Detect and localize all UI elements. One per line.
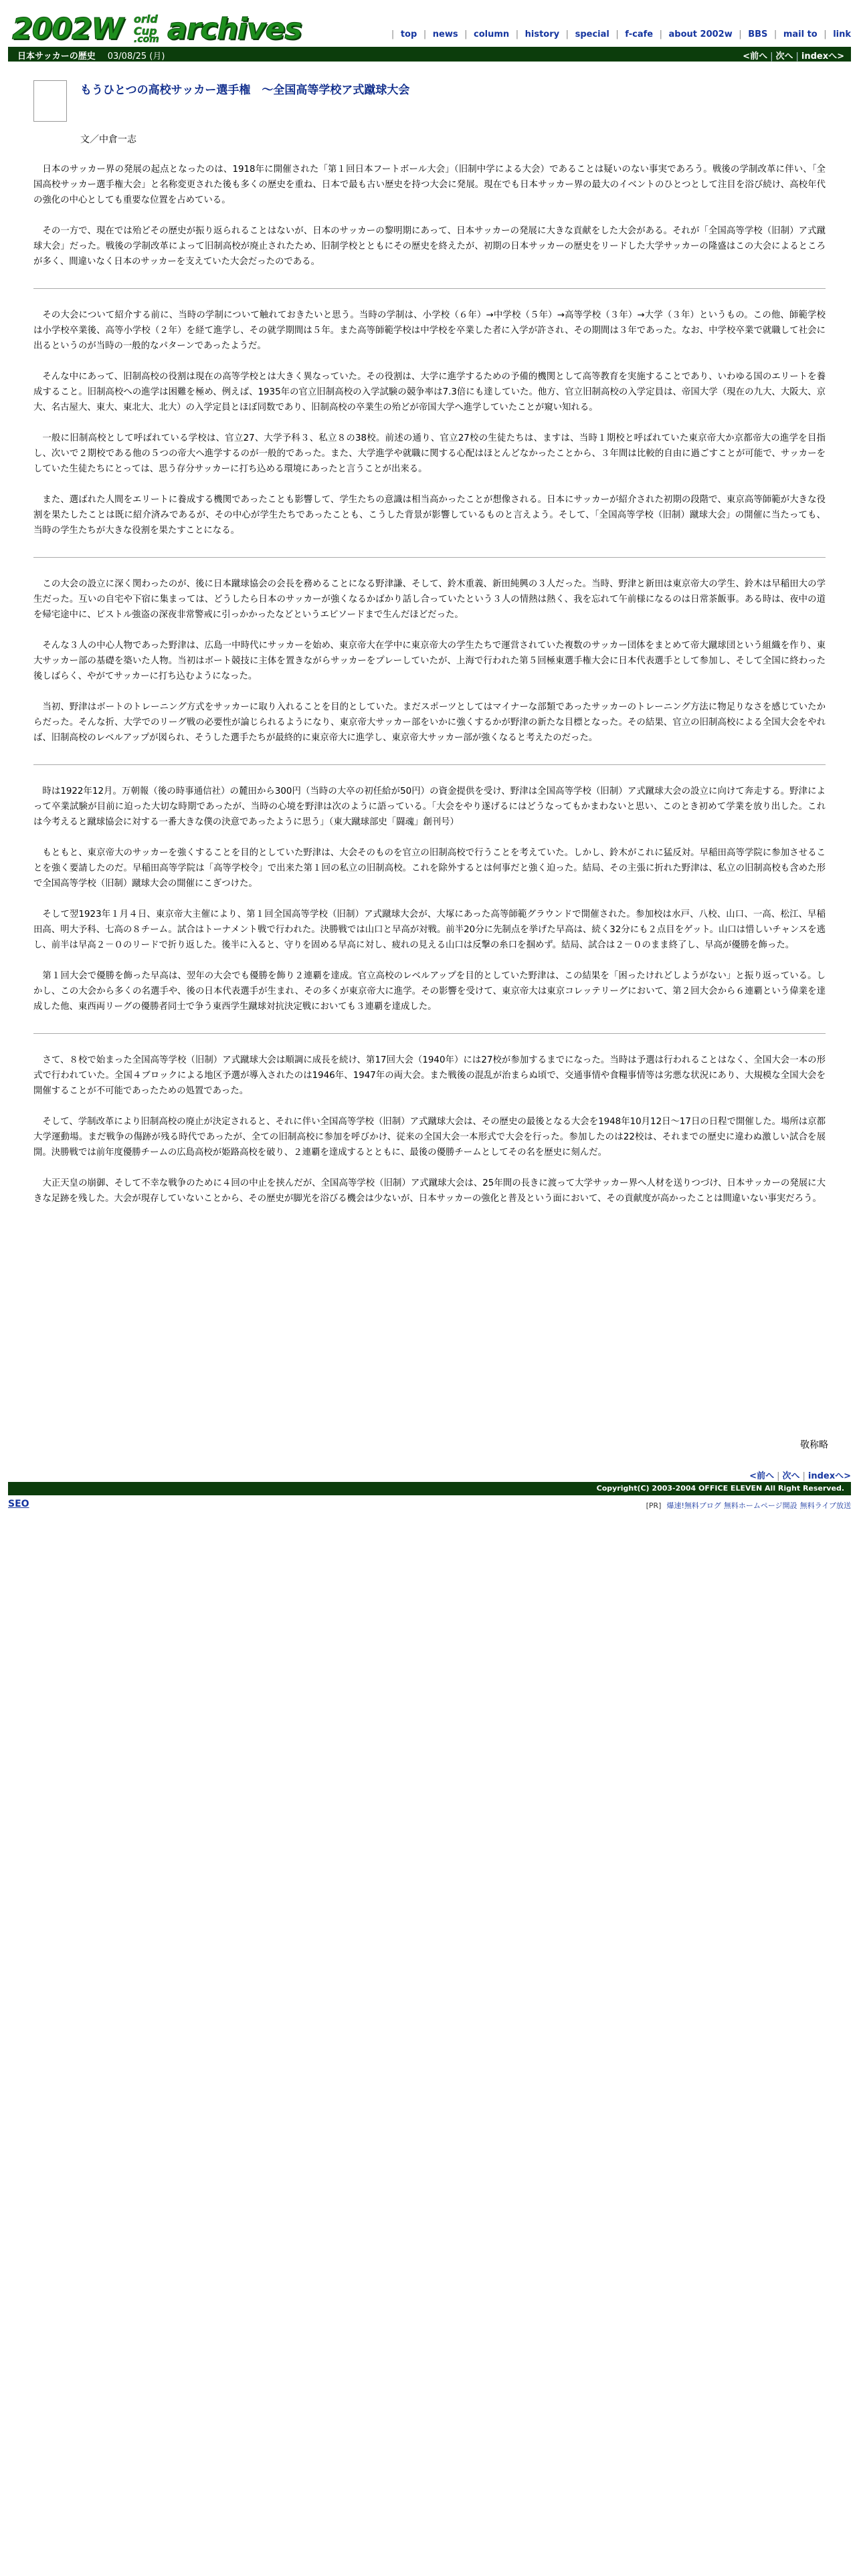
paragraph: 当初、野津はボートのトレーニング方式をサッカーに取り入れることを目的としていた。まだスポーツとしてはマイナーな部類であったサッカーのトレーニング方法に物足りなさを感じていたからだった。そんな折、大学でのリーグ戦の必要性が論じられるようになり、東京帝大サッカー部をいかに強くするかが野津の新たな目標となった。その結果、官立の旧制高校による全国大会をやれば、旧制高校のレベルアップが図られ、そうした選手たちが最終的に東京帝大に進学し、東京帝大サッカー部が強くなると考えたのだった。 <box>33 702 826 743</box>
logo-world-text: orld <box>134 13 158 25</box>
logo-com-text: .com <box>134 34 159 45</box>
next-link[interactable]: 次へ <box>775 51 793 62</box>
paragraph: 大正天皇の崩御、そして不幸な戦争のために４回の中止を挟んだが、全国高等学校（旧制）ア式蹴球大会は、25年間の長きに渡って大学サッカー界へ人材を送りつづけ、日本サッカーの発展に大きな足跡を残した。大会が現存していないことから、その歴史が脚光を浴びる機会は少ないが、日本サッカーの強化と普及という面において、その貢献度が高かったことは間違いない事実だろう。 <box>33 1178 826 1204</box>
article-title: もうひとつの高校サッカー選手権 ～全国高等学校ア式蹴球大会 <box>80 84 410 97</box>
paragraph: 第１回大会で優勝を飾った早高は、翌年の大会でも優勝を飾り２連覇を達成。官立高校のレベルアップを目的としていた野津は、この結果を「困ったけれどしようがない」と振り返っている。しかし、この大会から多くの名選手や、後の日本代表選手が生まれ、その多くが東京帝大に進学。その影響を受けて、東京帝大は東京コレッテリーグにおいて、第２回大会から６連覇という偉業を達成した他、東西両リーグの優勝者同士で争う東西学生蹴球対抗決定戦においても３連覇を達成した。 <box>33 971 826 1012</box>
paragraph: 時は1922年12月。万朝報（後の時事通信社）の麓田から300円（当時の大卒の初任給が50円）の資金提供を受け、野津は全国高等学校（旧制）ア式蹴球大会の設立に向けて奔走する。野津によって卒業試験が目前に迫った大切な時期であったが、当時の心境を野津は次のように語っている。「大会をやり遂げるにはどうなってもかまわないと思い、このとき初めて学業を放り出した。これは今考えると蹴球協会に対する一番大きな僕の決意であったように思う」（東大蹴球部史「闘魂」創刊号） <box>33 786 826 827</box>
section-title: 日本サッカーの歴史 <box>17 51 96 62</box>
nav-link-news[interactable]: news <box>432 29 458 39</box>
index-link[interactable]: indexへ> <box>801 51 844 62</box>
seo-link[interactable]: SEO <box>8 1499 29 1509</box>
nav-link-link[interactable]: link <box>833 29 851 39</box>
site-header <box>8 12 851 47</box>
paragraph: そんな３人の中心人物であった野津は、広島一中時代にサッカーを始め、東京帝大在学中に東京帝大の学生たちで運営されていた複数のサッカー団体をまとめて帝大蹴球団という組織を作り、東大サッカー部の基礎を築いた人物。当初はボート競技に主体を置きながらサッカーをプレーしていたが、上海で行われた第５回極東選手権大会に日本代表選手として参加し、そして全国に終わった後しばらく、やがてサッカーに打ち込むようになった。 <box>33 641 826 681</box>
nav-link-about[interactable]: about 2002w <box>668 29 733 39</box>
nav-link-f-cafe[interactable]: f-cafe <box>625 29 654 39</box>
paragraph: さて、８校で始まった全国高等学校（旧制）ア式蹴球大会は順調に成長を続け、第17回大会（1940年）には27校が参加するまでになった。当時は予選は行われることはなく、全国大会一本の形式で行われていた。全国４ブロックによる地区予選が導入されたのは1946年、1947年の両大会。また戦後の混乱が治まらぬ頃で、交通事情や食糧事情等は劣悪な状況にあり、大規模な全国大会を開催することが不可能であったための処置であった。 <box>33 1055 826 1096</box>
article-date: 03/08/25 (月) <box>107 51 165 62</box>
footer-bar <box>8 1482 851 1495</box>
pr-label: [PR] <box>646 1501 662 1510</box>
paragraph: そんな中にあって、旧制高校の役割は現在の高等学校とは大きく異なっていた。その役割は、大学に進学するための予備的機関として高等教育を実施することであり、いわゆる国のエリートを養成すること。旧制高校への進学は困難を極め、例えば、1935年の官立旧制高校の入学試験の競争率は7.3倍にも達していた。他方、官立旧制高校の入学定員は、帝国大学（現在の九大、大阪大、京大、名古屋大、東大、東北大、北大）の入学定員とほぼ同数であり、旧制高校の卒業生の殆どが帝国大学へ進学していたことが窺い知れる。 <box>33 372 826 413</box>
paragraph: 日本のサッカー界の発展の起点となったのは、1918年に開催された「第１回日本フートボール大会」（旧制中学による大会）であることは疑いのない事実であろう。戦後の学制改革に伴い、「全国高校サッカー選手権大会」と名称変更された後も多くの歴史を重ね、日本で最も古い歴史を持つ大会に発展。現在でも日本サッカー界の最大のイベントのひとつとして注目を浴び続け、高校年代の強化の中心としても重要な位置を占めている。 <box>33 165 826 205</box>
pr-link-live[interactable]: 無料ライブ放送 <box>799 1501 851 1510</box>
nav-link-history[interactable]: history <box>524 29 560 39</box>
next-link-bottom[interactable]: 次へ <box>782 1471 800 1481</box>
index-link-bottom[interactable]: indexへ> <box>807 1471 851 1481</box>
article-body <box>33 162 826 1206</box>
paragraph: 一般に旧制高校として呼ばれている学校は、官立27、大学予科３、私立８の38校。前述の通り、官立27校の生徒たちは、ますは、当時１期校と呼ばれていた東京帝大か京都帝大の進学を目指し、次いで２期校である他の５つの帝大へ進学するのが一般的であった。また、大学進学や就職に関する心配はほとんどなかったことから、３年間は比較的自由に過ごすことが可能で、サッカーをしていた生徒たちにとっては、思う存分サッカーに打ち込める環境にあったと言うことが出来る。 <box>33 433 826 474</box>
article-image-placeholder <box>33 80 67 122</box>
nav-link-top[interactable]: top <box>400 29 417 39</box>
logo-2002w-text: 2002W <box>12 12 123 46</box>
pr-link-homepage[interactable]: 無料ホームページ開設 <box>723 1501 797 1510</box>
pr-links <box>646 1500 851 1511</box>
paragraph: もともと、東京帝大のサッカーを強くすることを目的としていた野津は、大会そのものを官立の旧制高校で行うことを考えていた。しかし、鈴木がこれに猛反対。早稲田高等学院に参加させることを強く要請したのだ。早稲田高等学院は「高等学校令」で出来た第１回の私立の旧制高校。これを除外するとは何事だと強く迫った。結局、その主張に折れた野津は、私立の旧制高校も含めた形で全国高等学校（旧制）蹴球大会の開催にこぎつけた。 <box>33 848 826 889</box>
article-author: 文／中倉一志 <box>80 134 136 145</box>
paragraph: その一方で、現在では殆どその歴史が振り返られることはないが、日本のサッカーの黎明期にあって、日本サッカーの発展に大きな貢献をした大会がある。それが「全国高等学校（旧制）ア式蹴球大会」だった。戦後の学制改革によって旧制高校が廃止されたため、旧制学校とともにその歴史を終えたが、初期の日本サッカーの歴史をリードした大学サッカーの隆盛はこの大会によるところが多く、間違いなく日本のサッカーを支えていた大会だったのである。 <box>33 226 826 267</box>
prev-link[interactable]: <前へ <box>743 51 768 62</box>
bottom-pager: <前へ | 次へ | indexへ> <box>749 1471 851 1481</box>
paragraph: そして翌1923年１月４日、東京帝大主催により、第１回全国高等学校（旧制）ア式蹴球大会が、大塚にあった高等師範グラウンドで開催された。参加校は水戸、八校、山口、一高、松江、早稲田高、明大予科、七高の８チーム。試合はトーナメント戦で行われた。決勝戦では山口と早高が対戦。前半20分に先制点を挙げた早高は、続く32分にも２点目をゲット。山口は惜しいチャンスを逃し、前半は早高２－０のリードで折り返した。後半に入ると、守りを固める早高に対し、疲れの見える山口は反撃の糸口を掴めず。結局、試合は２－０のまま終了し、早高が優勝を飾った。 <box>33 909 826 950</box>
top-navigation: | top | news | column | history | special | f-cafe | about 2002w | BBS | mail to | link <box>391 29 851 39</box>
nav-link-special[interactable]: special <box>575 29 609 39</box>
nav-link-bbs[interactable]: BBS <box>748 29 768 39</box>
logo-archives-text: archives <box>167 12 302 46</box>
section-bar <box>8 47 851 62</box>
logo-cup-text: Cup <box>134 25 157 37</box>
top-pager: <前へ | 次へ | indexへ> <box>743 51 844 62</box>
paragraph: その大会について紹介する前に、当時の学制について触れておきたいと思う。当時の学制は、小学校（６年）→中学校（５年）→高等学校（３年）→大学（３年）というもの。この他、師範学校は小学校卒業後、高等小学校（２年）を経て進学し、その就学期間は５年。また高等師範学校は中学校を卒業した者に入学が許され、その期間は３年であった。なお、中学校卒業で就職して社会に出るというのが当時の一般的なパターンであったようだ。 <box>33 310 826 351</box>
paragraph: そして、学制改革により旧制高校の廃止が決定されると、それに伴い全国高等学校（旧制）ア式蹴球大会は、その歴史の最後となる大会を1948年10月12日～17日の日程で開催した。場所は京都大学運動場。まだ戦争の傷跡が残る時代であったが、全ての旧制高校に参加を呼びかけ、従来の全国大会一本形式で大会を行った。参加したのは22校は、それまでの歴史に違わぬ激しい試合を展開。決勝戦では前年度優勝チームの広島高校が姫路高校を破り、２連覇を達成するとともに、最後の優勝チームとしてその名を歴史に刻んだ。 <box>33 1117 826 1158</box>
pr-link-blog[interactable]: 爆速!無料ブログ <box>666 1501 721 1510</box>
paragraph: この大会の設立に深く関わったのが、後に日本蹴球協会の会長を務めることになる野津謙、そして、鈴木重義、新田純興の３人だった。当時、野津と新田は東京帝大の学生、鈴木は早稲田大の学生だった。互いの自宅や下宿に集まっては、どうしたら日本のサッカーが強くなるかばかり話し合っていたという３人の情熱は熱く、我を忘れて午前様になるのは日常茶飯事。ある時は、夜中の道を帰宅途中に、ピストル強盗の深夜非常警戒に引っかかったなどというエピソードまで生んだほどだった。 <box>33 579 826 620</box>
article-signoff: 敬称略 <box>800 1440 828 1451</box>
nav-link-column[interactable]: column <box>474 29 510 39</box>
copyright-text: Copyright(C) 2003-2004 OFFICE ELEVEN All Right Reserved. <box>596 1484 844 1493</box>
prev-link-bottom[interactable]: <前へ <box>749 1471 775 1481</box>
paragraph: また、選ばれた人間をエリートに養成する機関であったことも影響して、学生たちの意識は相当高かったことが想像される。日本にサッカーが紹介された初期の段階で、東京高等師範が大きな役割を果たしたことは既に紹介済みであるが、その中心が学生たちであったことも、こうした背景が影響しているものと言えよう。そして、「全国高等学校（旧制）蹴球大会」の開催に当たっても、当時の学生たちが大きな役割を果たすことになる。 <box>33 495 826 536</box>
nav-link-mail-to[interactable]: mail to <box>783 29 818 39</box>
